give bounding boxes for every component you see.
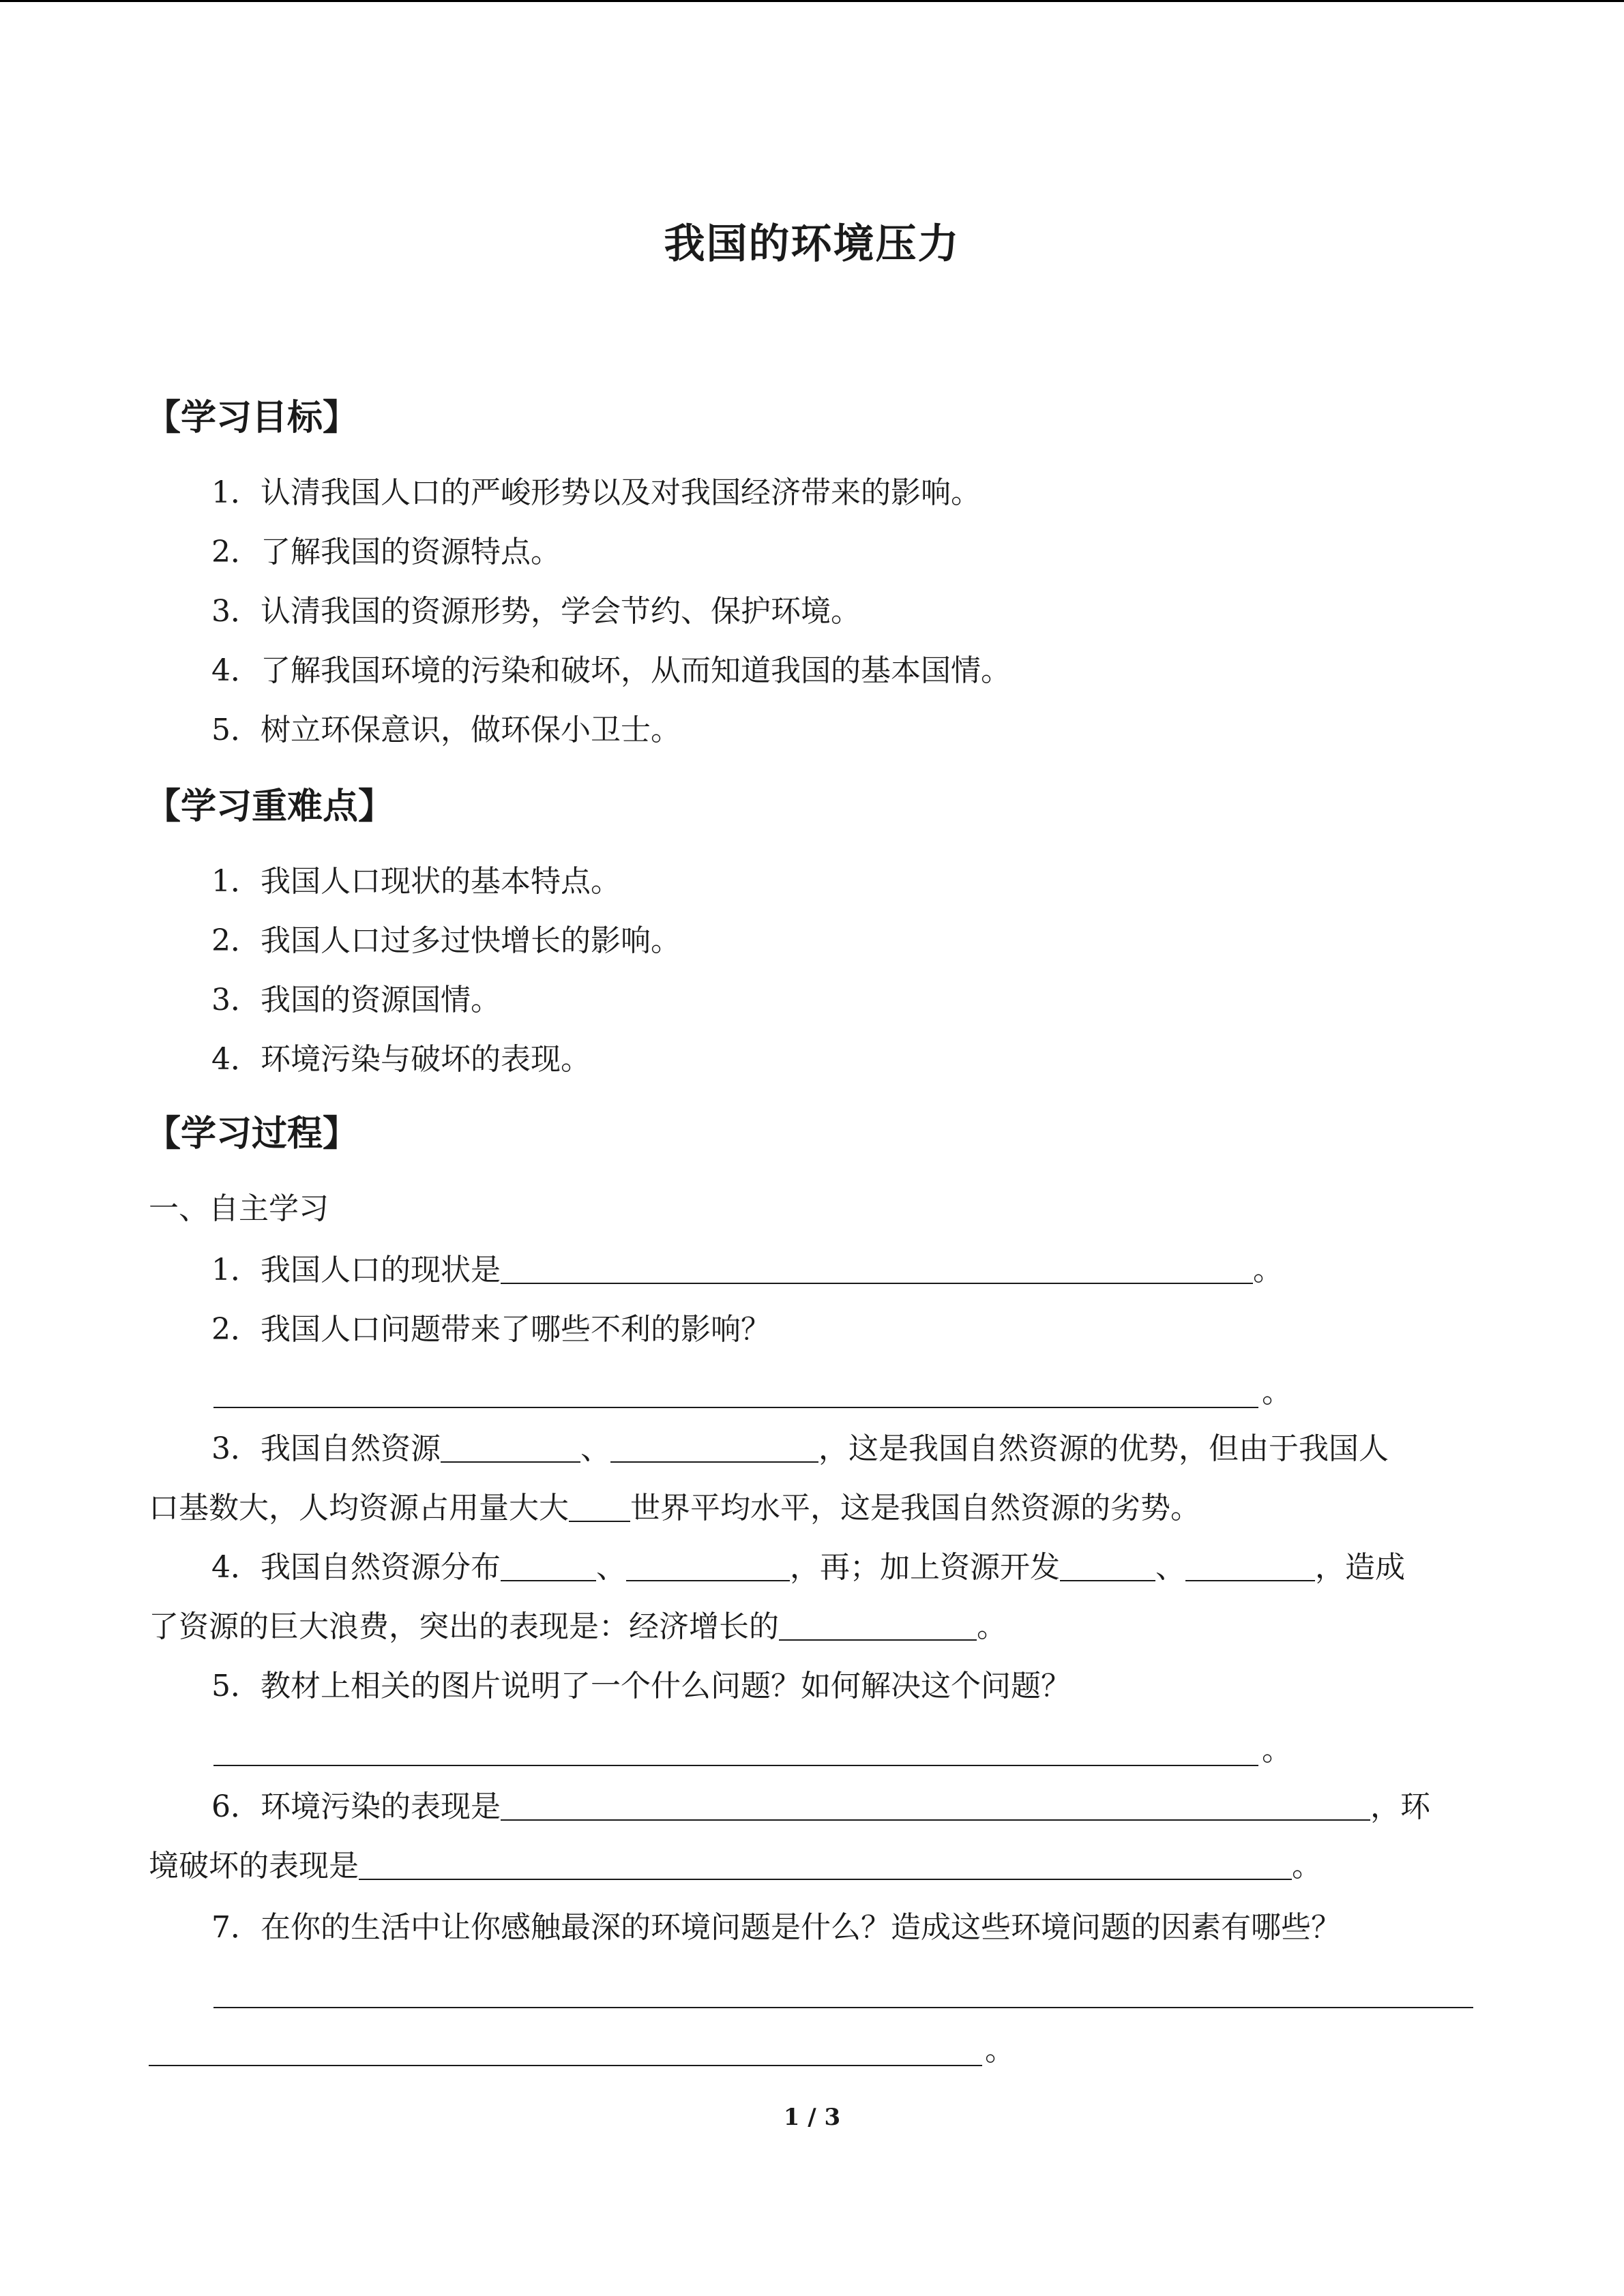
question-4-text-d: 、 xyxy=(1155,1550,1185,1585)
question-1-end: 。 xyxy=(1253,1253,1283,1287)
question-6-text-a: 6．环境污染的表现是 xyxy=(211,1789,501,1824)
answer-blank-4b[interactable] xyxy=(626,1549,790,1581)
self-study-subheading: 一、自主学习 xyxy=(149,1191,329,1226)
keypoint-item-1: 1．我国人口现状的基本特点。 xyxy=(211,864,621,899)
question-6-line-1 xyxy=(211,1787,1430,1828)
question-3-line-1 xyxy=(211,1429,1389,1470)
question-4-text-c: ，再；加上资源开发 xyxy=(790,1550,1060,1585)
question-5-end: 。 xyxy=(1262,1733,1292,1768)
question-4-text-g: 。 xyxy=(977,1609,1007,1644)
question-2: 2．我国人口问题带来了哪些不利的影响？ xyxy=(211,1312,771,1347)
answer-blank-4c[interactable] xyxy=(1060,1549,1155,1581)
answer-line-7b[interactable] xyxy=(149,2065,982,2066)
answer-blank-1[interactable] xyxy=(501,1251,1253,1284)
question-6-text-d: 。 xyxy=(1292,1849,1322,1883)
question-4-text-e: ，造成 xyxy=(1315,1550,1405,1585)
question-2-end: 。 xyxy=(1262,1375,1292,1410)
goals-heading: 【学习目标】 xyxy=(145,398,359,438)
keypoint-item-2: 2．我国人口过多过快增长的影响。 xyxy=(211,923,681,958)
question-1 xyxy=(211,1250,1283,1291)
goal-item-4: 4．了解我国环境的污染和破坏，从而知道我国的基本国情。 xyxy=(211,653,1011,688)
question-4-text-b: 、 xyxy=(596,1550,626,1585)
question-3-text-e: 世界平均水平，这是我国自然资源的劣势。 xyxy=(630,1491,1200,1525)
keypoint-item-4: 4．环境污染与破坏的表现。 xyxy=(211,1042,591,1077)
question-5: 5．教材上相关的图片说明了一个什么问题？如何解决这个问题？ xyxy=(211,1669,1071,1703)
question-3-text-a: 3．我国自然资源 xyxy=(211,1431,441,1466)
question-6-line-2 xyxy=(149,1846,1322,1887)
keypoints-heading: 【学习重难点】 xyxy=(145,786,394,827)
keypoint-item-3: 3．我国的资源国情。 xyxy=(211,983,501,1017)
question-1-text: 1．我国人口的现状是 xyxy=(211,1253,501,1287)
question-7: 7．在你的生活中让你感触最深的环境问题是什么？造成这些环境问题的因素有哪些？ xyxy=(211,1910,1341,1945)
answer-line-5[interactable] xyxy=(213,1765,1258,1766)
process-heading: 【学习过程】 xyxy=(145,1114,359,1154)
page-number: 1 / 3 xyxy=(783,2104,841,2131)
question-4-line-2 xyxy=(149,1607,1007,1648)
answer-blank-4e[interactable] xyxy=(779,1608,977,1641)
goal-item-2: 2．了解我国的资源特点。 xyxy=(211,535,561,569)
question-4-text-a: 4．我国自然资源分布 xyxy=(211,1550,501,1585)
answer-line-7a[interactable] xyxy=(213,2007,1473,2008)
question-3-line-2 xyxy=(149,1488,1200,1529)
goal-item-1: 1．认清我国人口的严峻形势以及对我国经济带来的影响。 xyxy=(211,475,981,510)
answer-blank-4d[interactable] xyxy=(1185,1549,1315,1581)
answer-line-2[interactable] xyxy=(213,1407,1258,1408)
page-title: 我国的环境压力 xyxy=(664,220,960,268)
question-3-text-c: ，这是我国自然资源的优势，但由于我国人 xyxy=(818,1431,1389,1466)
answer-blank-6b[interactable] xyxy=(359,1847,1292,1880)
answer-blank-3c[interactable] xyxy=(569,1489,630,1522)
answer-blank-4a[interactable] xyxy=(501,1549,596,1581)
goal-item-3: 3．认清我国的资源形势，学会节约、保护环境。 xyxy=(211,594,861,629)
question-3-text-d: 口基数大，人均资源占用量大大 xyxy=(149,1491,569,1525)
question-7-end: 。 xyxy=(985,2033,1015,2068)
answer-blank-3a[interactable] xyxy=(441,1430,580,1463)
question-4-line-1 xyxy=(211,1547,1405,1588)
question-6-text-c: 境破坏的表现是 xyxy=(149,1849,359,1883)
goal-item-5: 5．树立环保意识，做环保小卫士。 xyxy=(211,713,681,747)
answer-blank-6a[interactable] xyxy=(501,1788,1370,1821)
question-6-text-b: ，环 xyxy=(1370,1789,1430,1824)
top-border xyxy=(0,0,1624,2)
question-3-text-b: 、 xyxy=(580,1431,610,1466)
answer-blank-3b[interactable] xyxy=(610,1430,818,1463)
question-4-text-f: 了资源的巨大浪费，突出的表现是：经济增长的 xyxy=(149,1609,779,1644)
